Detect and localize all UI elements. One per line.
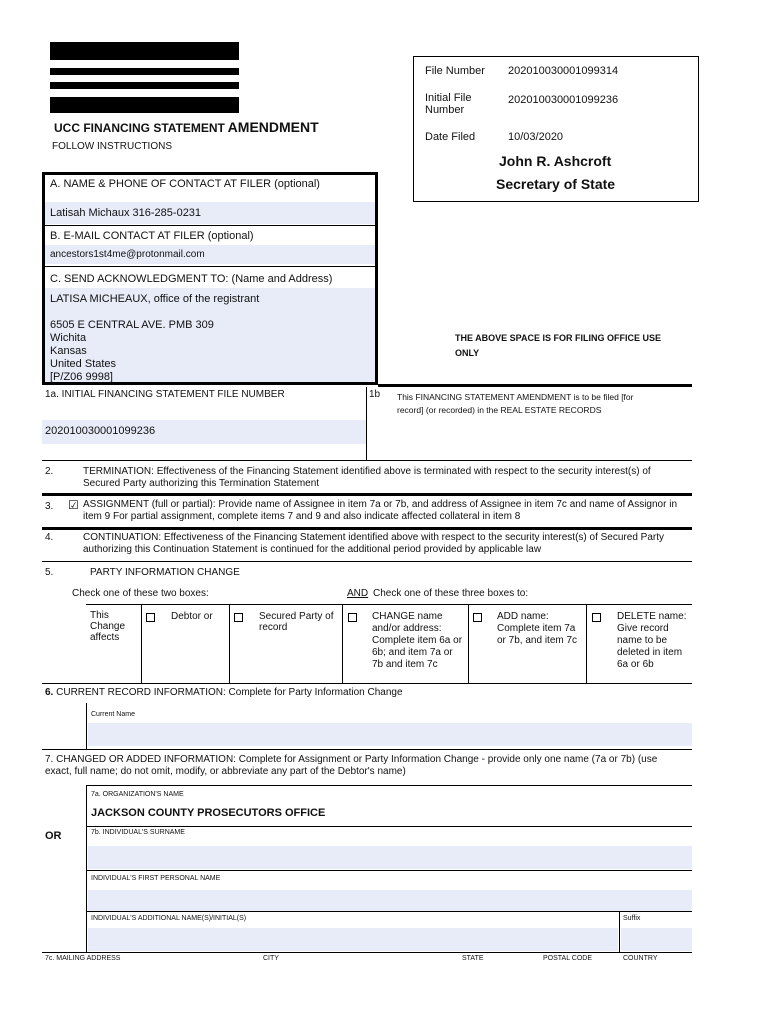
item-4-number: 4. (45, 532, 54, 543)
contact-a-value: Latisah Michaux 316-285-0231 (50, 207, 202, 219)
initial-file-label (425, 92, 471, 116)
surname-field[interactable] (88, 846, 692, 869)
add-name-cell (497, 611, 577, 647)
secured-party-cell (259, 611, 333, 633)
item-3-text-line2: item 9 For partial assignment, complete items 7 and 9 and also indicate affected collateral in item 8 (83, 511, 521, 522)
item-1a-label: 1a. INITIAL FINANCING STATEMENT FILE NUMBER (45, 389, 285, 400)
official-title: Secretary of State (496, 176, 616, 192)
initial-file-label-line1: Initial File (425, 92, 472, 104)
item-2-text-line1: TERMINATION: Effectiveness of the Financing Statement identified above is terminated with respect to the security interest(s) of (83, 466, 651, 477)
cell-text: DELETE name: (617, 611, 687, 622)
cell-text: 7b and item 7c (372, 659, 438, 670)
item-3-number: 3. (45, 501, 54, 512)
divider (45, 225, 375, 226)
cell-text: This (90, 610, 109, 621)
date-filed-label: Date Filed (425, 131, 476, 143)
item-1a-value: 202010030001099236 (45, 425, 156, 437)
city-label: CITY (263, 955, 279, 962)
divider (141, 604, 142, 683)
cell-text: and/or address: (372, 623, 442, 634)
change-affects-cell (90, 610, 125, 643)
check-three-label: Check one of these three boxes to: (373, 588, 529, 599)
item-1b-text (397, 391, 633, 417)
and-label: AND (347, 588, 369, 599)
mailing-address-label: 7c. MAILING ADDRESS (45, 955, 121, 962)
header-bar (50, 68, 239, 75)
item-1b-text-line1: This FINANCING STATEMENT AMENDMENT is to be filed [for (397, 392, 634, 402)
contact-b-label: B. E-MAIL CONTACT AT FILER (optional) (50, 230, 254, 242)
item-3-text-line1: ASSIGNMENT (full or partial): Provide name of Assignee in item 7a or 7b, and address of Assignee in item 7c and name of Assignor in (83, 499, 678, 510)
divider (42, 952, 692, 953)
additional-name-field[interactable] (88, 928, 618, 951)
or-label: OR (45, 830, 62, 842)
divider (586, 604, 587, 683)
official-name: John R. Ashcroft (499, 153, 612, 169)
cell-text: ADD name: (497, 611, 549, 622)
contact-c-label: C. SEND ACKNOWLEDGMENT TO: (Name and Address) (50, 273, 333, 285)
title-suffix: AMENDMENT (227, 119, 319, 135)
additional-name-label: INDIVIDUAL'S ADDITIONAL NAME(S)/INITIAL(S) (91, 915, 247, 922)
divider (86, 785, 692, 786)
add-name-checkbox[interactable] (473, 613, 482, 622)
divider (229, 604, 230, 683)
check-two-label: Check one of these two boxes: (72, 588, 209, 599)
cell-text: 6b; and item 7a or (372, 647, 453, 658)
file-number-value: 202010030001099314 (508, 65, 619, 77)
follow-instructions: FOLLOW INSTRUCTIONS (52, 141, 173, 152)
header-bar (50, 42, 239, 60)
item-5-number: 5. (45, 567, 54, 578)
debtor-checkbox[interactable] (146, 613, 155, 622)
divider (42, 460, 692, 461)
cell-text: Complete item 7a (497, 623, 576, 634)
address-line: Wichita (50, 332, 87, 344)
divider (342, 604, 343, 683)
debtor-cell (171, 611, 213, 622)
contact-c-name: LATISA MICHEAUX, office of the registrant (50, 293, 260, 305)
cell-text: Secured Party of (259, 611, 334, 622)
divider (86, 911, 692, 912)
assignment-checkbox[interactable]: ☑ (68, 498, 79, 512)
cell-text: 6a or 6b (617, 659, 654, 670)
contact-b-value: ancestors1st4me@protonmail.com (50, 249, 205, 260)
divider (619, 911, 620, 953)
item-2-text (83, 466, 651, 490)
delete-name-checkbox[interactable] (592, 613, 601, 622)
postal-code-label: POSTAL CODE (543, 955, 593, 962)
header-bar (50, 82, 239, 89)
current-name-field[interactable] (88, 723, 692, 746)
org-name-label: 7a. ORGANIZATION'S NAME (91, 791, 184, 798)
change-name-checkbox[interactable] (348, 613, 357, 622)
divider (86, 870, 692, 871)
address-line: [P/Z06 9998] (50, 371, 113, 383)
divider (468, 604, 469, 683)
item-2-text-line2: Secured Party authorizing this Termination Statement (83, 478, 320, 489)
contact-a-label: A. NAME & PHONE OF CONTACT AT FILER (optional) (50, 178, 320, 190)
item-2-number: 2. (45, 466, 54, 477)
item-6-number: 6. (45, 687, 54, 698)
address-line: 6505 E CENTRAL AVE. PMB 309 (50, 319, 214, 331)
current-name-label: Current Name (91, 711, 135, 718)
header-bar (50, 97, 239, 113)
item-4-text-line2: authorizing this Continuation Statement is continued for the additional period provided by applicable law (83, 544, 542, 555)
cell-text: CHANGE name (372, 611, 443, 622)
divider (42, 561, 692, 562)
suffix-field[interactable] (621, 928, 692, 951)
initial-file-label-line2: Number (425, 104, 465, 116)
cell-text: or 7b, and item 7c (497, 635, 578, 646)
form-title (54, 119, 319, 135)
filing-office-box (413, 56, 699, 202)
divider (86, 703, 87, 749)
divider (86, 826, 692, 827)
item-6-text: CURRENT RECORD INFORMATION: Complete for Party Information Change (56, 687, 403, 698)
item-7-label (45, 754, 657, 778)
change-name-cell (372, 611, 462, 671)
item-7-label-line2: exact, full name; do not omit, modify, or abbreviate any part of the Debtor's name) (45, 766, 406, 777)
cell-text: Change (90, 621, 126, 632)
file-number-label: File Number (425, 65, 485, 77)
initial-file-value: 202010030001099236 (508, 94, 619, 106)
secured-party-checkbox[interactable] (234, 613, 243, 622)
divider (378, 384, 692, 387)
filing-office-note-line1: THE ABOVE SPACE IS FOR FILING OFFICE USE (455, 333, 662, 343)
divider (366, 387, 367, 460)
surname-label: 7b. INDIVIDUAL'S SURNAME (91, 829, 185, 836)
divider (42, 527, 692, 530)
divider (86, 785, 87, 953)
item-5-label: PARTY INFORMATION CHANGE (90, 567, 240, 578)
date-filed-value: 10/03/2020 (508, 131, 564, 143)
cell-text: name to be (617, 635, 668, 646)
filing-office-note (455, 331, 661, 361)
cell-text: Complete item 6a or (372, 635, 463, 646)
filing-office-note-line2: ONLY (455, 348, 480, 358)
item-6-label (45, 687, 403, 698)
divider (42, 493, 692, 496)
org-name-value: JACKSON COUNTY PROSECUTORS OFFICE (91, 807, 326, 819)
suffix-label: Suffix (623, 915, 641, 922)
cell-text: affects (90, 632, 120, 643)
state-label: STATE (462, 955, 484, 962)
country-label: COUNTRY (623, 955, 658, 962)
divider (42, 749, 692, 750)
item-7-label-line1: 7. CHANGED OR ADDED INFORMATION: Complete for Assignment or Party Information Change - provide only one name (7a or 7b) (use (45, 754, 658, 765)
address-line: Kansas (50, 345, 87, 357)
cell-text: Debtor or (171, 611, 213, 622)
item-1b-label: 1b (369, 389, 381, 400)
item-4-text (83, 532, 664, 556)
first-name-field[interactable] (88, 890, 692, 911)
party-change-table (86, 604, 692, 683)
delete-name-cell (617, 611, 686, 671)
item-1b-text-line2: record] (or recorded) in the REAL ESTATE RECORDS (397, 405, 602, 415)
cell-text: deleted in item (617, 647, 683, 658)
cell-text: record (259, 622, 288, 633)
title-prefix: UCC FINANCING STATEMENT (54, 121, 225, 135)
contact-c-address (50, 319, 214, 384)
divider (45, 266, 375, 267)
item-3-text (83, 499, 677, 523)
cell-text: Give record (617, 623, 669, 634)
divider (42, 683, 692, 684)
item-4-text-line1: CONTINUATION: Effectiveness of the Financing Statement identified above with respect to the security interest(s) of Secured Party (83, 532, 664, 543)
first-name-label: INDIVIDUAL'S FIRST PERSONAL NAME (91, 875, 221, 882)
address-line: United States (50, 358, 117, 370)
